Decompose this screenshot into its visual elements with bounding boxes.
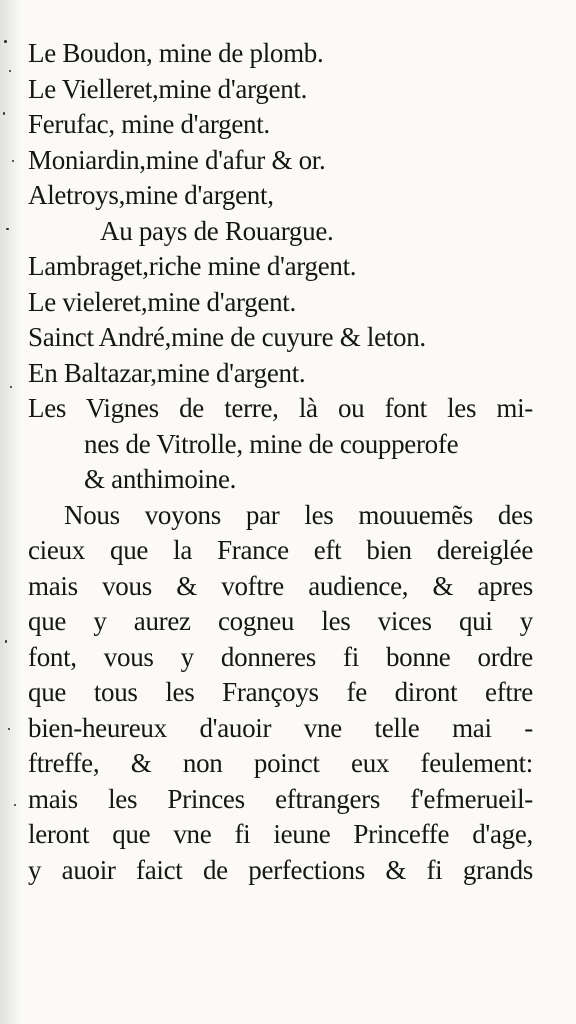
text-line: Le Boudon, mine de plomb. bbox=[28, 38, 324, 68]
text-line: que y aurez cogneu les vices qui y bbox=[28, 606, 533, 636]
text-line: ftreffe, & non poinct eux feulement: bbox=[28, 748, 533, 778]
text-line: Le Vielleret,mine d'argent. bbox=[28, 73, 308, 104]
text-line: mais les Princes eftrangers f'efmerueil- bbox=[28, 783, 533, 814]
text-line: que tous les Françoys fe diront eftre bbox=[28, 677, 533, 707]
ink-speck bbox=[12, 160, 14, 162]
text-line: Aletroys,mine d'argent, bbox=[28, 180, 274, 210]
ink-speck bbox=[8, 728, 10, 730]
text-line: Moniardin,mine d'afur & or. bbox=[28, 144, 326, 175]
text-line: font, vous y donneres fi bonne ordre bbox=[28, 641, 533, 672]
ink-speck bbox=[14, 804, 16, 806]
text-line: Le vieleret,mine d'argent. bbox=[28, 286, 296, 317]
text-line: y auoir faict de perfections & fi grands bbox=[28, 854, 533, 885]
section-heading: Au pays de Rouargue. bbox=[100, 215, 334, 246]
text-line: En Baltazar,mine d'argent. bbox=[28, 357, 306, 388]
printed-text bbox=[28, 36, 533, 888]
text-line: & anthimoine. bbox=[84, 464, 237, 494]
text-line: cieux que la France eft bien dereiglée bbox=[28, 535, 533, 565]
text-line: Sainct André,mine de cuyure & leton. bbox=[28, 322, 426, 352]
text-line: mais vous & voftre audience, & apres bbox=[28, 570, 533, 601]
text-line: bien-heureux d'auoir vne telle mai - bbox=[28, 712, 533, 743]
ink-speck bbox=[3, 112, 5, 115]
text-line: Lambraget,riche mine d'argent. bbox=[28, 251, 357, 281]
ink-speck bbox=[4, 40, 7, 43]
ink-speck bbox=[6, 228, 9, 230]
ink-speck bbox=[5, 640, 7, 643]
text-line: Ferufac, mine d'argent. bbox=[28, 109, 270, 139]
ink-speck bbox=[9, 70, 11, 72]
page-gutter-shadow bbox=[0, 0, 22, 1024]
ink-speck bbox=[10, 386, 12, 388]
text-line: leront que vne fi ieune Princeffe d'age, bbox=[28, 819, 533, 849]
text-line: nes de Vitrolle, mine de coupperofe bbox=[84, 428, 459, 459]
paragraph-start-line: Nous voyons par les mouuemẽs des bbox=[64, 499, 533, 530]
text-line: Les Vignes de terre, là ou font les mi- bbox=[28, 393, 533, 423]
